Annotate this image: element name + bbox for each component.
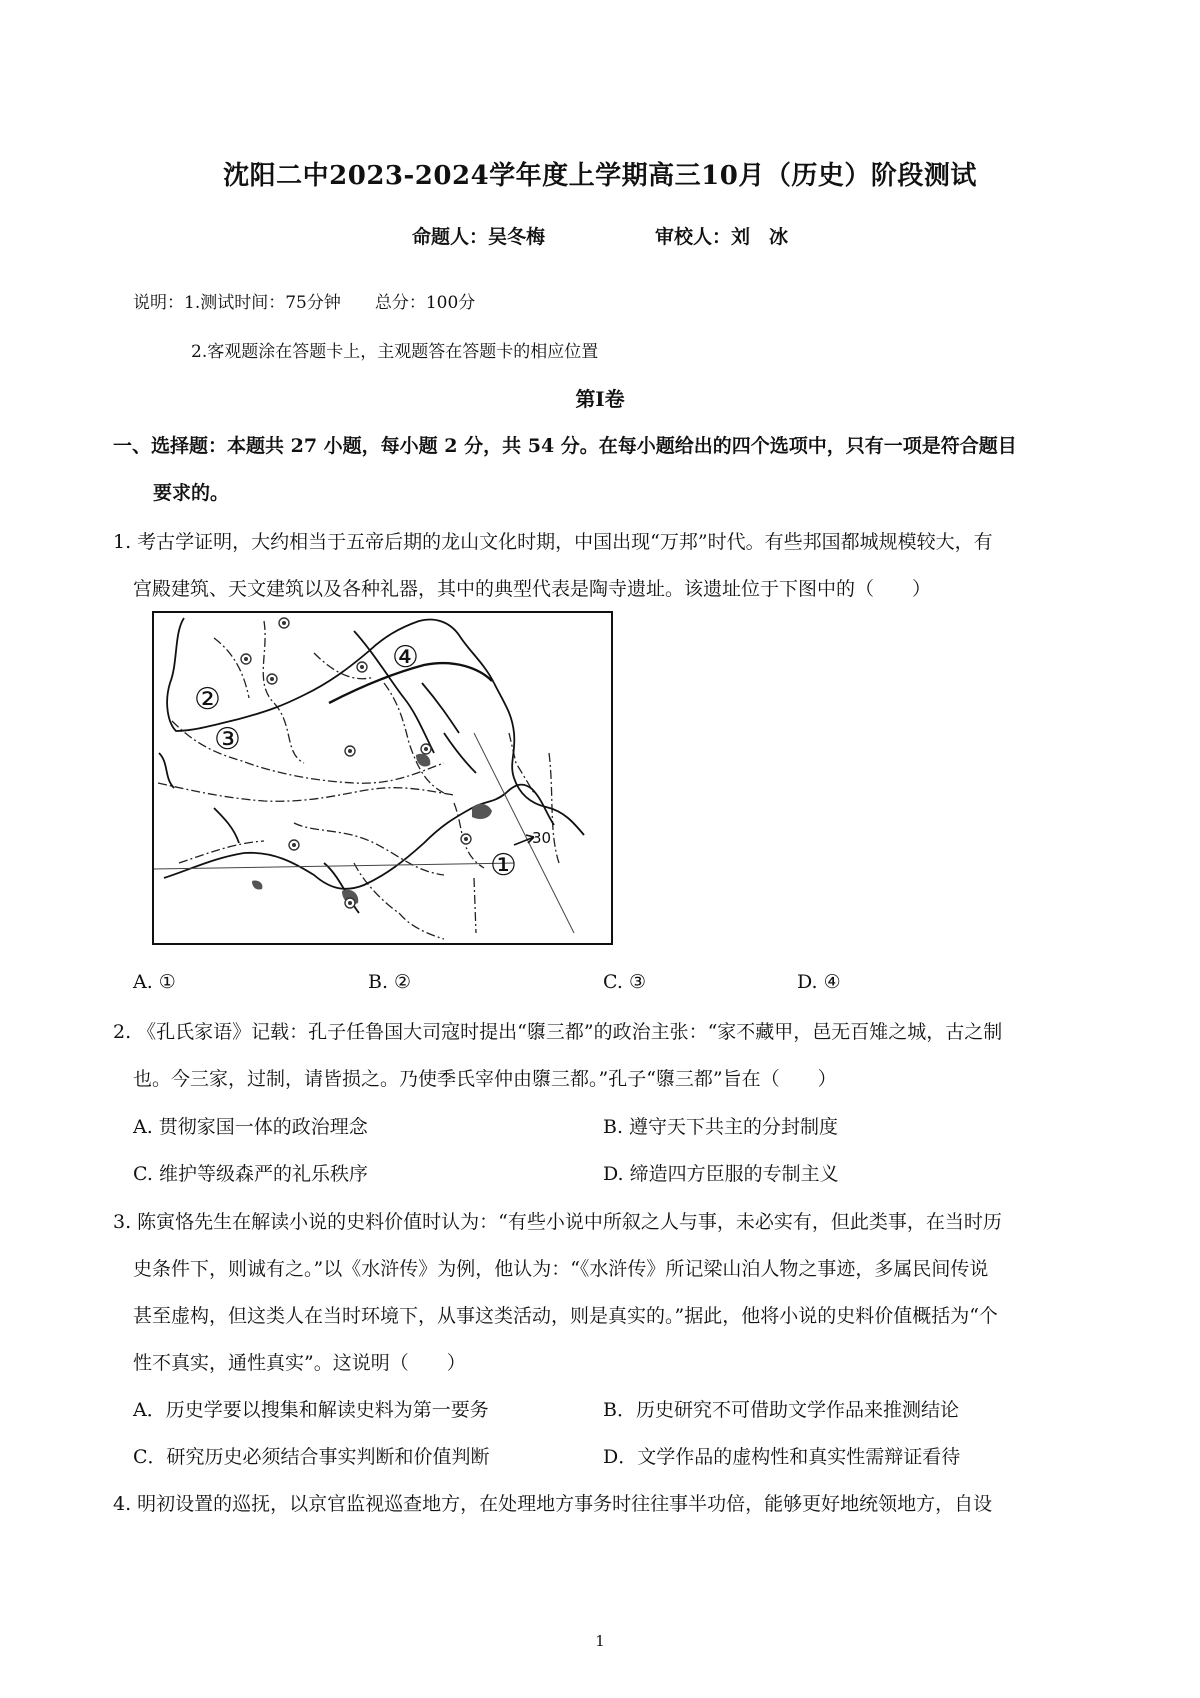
- map-label-3: ③: [214, 722, 241, 757]
- rivers: [159, 618, 584, 913]
- q3-option-a[interactable]: A．历史学要以搜集和解读史料为第一要务: [133, 1399, 489, 1421]
- q2-option-a[interactable]: A. 贯彻家国一体的政治理念: [133, 1116, 368, 1138]
- author: 命题人：吴冬梅: [411, 226, 545, 248]
- note-time: 说明：1.测试时间：75分钟: [133, 293, 341, 313]
- map-label-2: ②: [194, 682, 221, 717]
- q2-stem-line-2: 也。今三家，过制，请皆损之。乃使季氏宰仲由隳三都。”孔子“隳三都”旨在（ ）: [133, 1068, 837, 1090]
- q1-option-b[interactable]: B. ②: [368, 971, 412, 993]
- q2-option-c[interactable]: C. 维护等级森严的礼乐秩序: [133, 1163, 368, 1185]
- page-title: 沈阳二中2023-2024学年度上学期高三10月（历史）阶段测试: [223, 161, 977, 191]
- q3-stem-line-4: 性不真实，通性真实”。这说明（ ）: [133, 1352, 466, 1374]
- note-line-1: [133, 288, 475, 313]
- map-label-4: ④: [392, 640, 419, 675]
- map-latitude-label: 30: [532, 829, 552, 847]
- q2-option-b[interactable]: B. 遵守天下共主的分封制度: [603, 1116, 839, 1138]
- note-score: 总分：100分: [374, 293, 476, 313]
- q1-map-figure: [152, 611, 613, 945]
- map-svg: [154, 613, 611, 943]
- latitude-arrow: [514, 835, 534, 845]
- q1-stem-line-2: 宫殿建筑、天文建筑以及各种礼器，其中的典型代表是陶寺遗址。该遗址位于下图中的（ ）: [133, 578, 932, 600]
- map-label-1: ①: [490, 848, 517, 883]
- q3-stem-line-2: 史条件下，则诚有之。”以《水浒传》为例，他认为：“《水浒传》所记梁山泊人物之事迹，多属民间传说: [133, 1258, 989, 1280]
- page-number: 1: [595, 1632, 605, 1650]
- section-heading: 一、选择题：本题共 27 小题，每小题 2 分，共 54 分。在每小题给出的四个选项中，只有一项是符合题目: [113, 435, 1017, 457]
- q2-stem-line-1: 2. 《孔氏家语》记载：孔子任鲁国大司寇时提出“隳三都”的政治主张：“家不藏甲，邑无百雉之城，古之制: [113, 1021, 1003, 1043]
- parallel-line: [154, 863, 514, 869]
- q4-stem-line-1: 4. 明初设置的巡抚，以京官监视巡查地方，在处理地方事务时往往事半功倍，能够更好地统领地方，自设: [113, 1493, 993, 1515]
- reviewer: 审校人：刘 冰: [655, 226, 789, 248]
- section-heading-cont: 要求的。: [153, 482, 230, 504]
- meridian-line: [474, 733, 574, 933]
- q2-option-d[interactable]: D. 缔造四方臣服的专制主义: [603, 1163, 839, 1185]
- q3-option-b[interactable]: B．历史研究不可借助文学作品来推测结论: [603, 1399, 959, 1421]
- note-line-2: 2.客观题涂在答题卡上，主观题答在答题卡的相应位置: [191, 342, 599, 362]
- volume-heading: 第Ⅰ卷: [575, 387, 625, 411]
- q1-option-c[interactable]: C. ③: [603, 971, 646, 993]
- map-number-labels: [194, 640, 517, 883]
- q3-option-c[interactable]: C．研究历史必须结合事实判断和价值判断: [133, 1446, 490, 1468]
- q3-stem-line-1: 3. 陈寅恪先生在解读小说的史料价值时认为：“有些小说中所叙之人与事，未必实有，但此类事，在当时历: [113, 1211, 1002, 1233]
- q3-option-d[interactable]: D．文学作品的虚构性和真实性需辩证看待: [603, 1446, 961, 1468]
- q1-option-a[interactable]: A. ①: [133, 971, 176, 993]
- q1-option-d[interactable]: D. ④: [797, 971, 841, 993]
- author-line: [0, 222, 1200, 249]
- q3-stem-line-3: 甚至虚构，但这类人在当时环境下，从事这类活动，则是真实的。”据此，他将小说的史料价值概括为“个: [133, 1305, 998, 1327]
- q1-stem-line-1: 1. 考古学证明，大约相当于五帝后期的龙山文化时期，中国出现“万邦”时代。有些邦国都城规模较大，有: [113, 531, 993, 553]
